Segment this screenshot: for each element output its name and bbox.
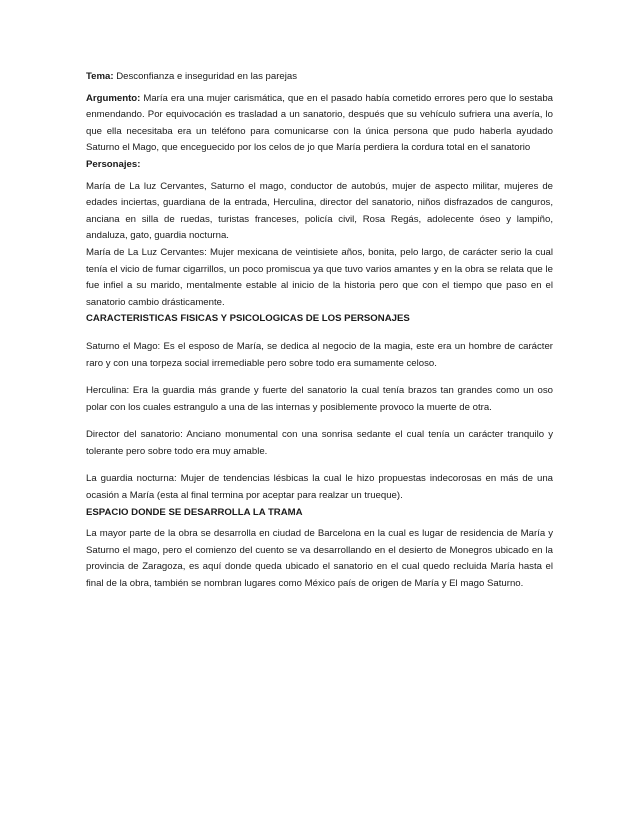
personajes-heading: Personajes:: [86, 158, 141, 170]
espacio-text: La mayor parte de la obra se desarrolla en ciudad de Barcelona en la cual es lugar de residencia de María y Saturno el mago, pero el comienzo del cuento se va desarrollando en el desierto de Monegros ubicado en la provincia de Zaragoza, es aquí donde queda ubicado el sanatorio en el cual quedo recluida María hasta el final de la obra, también se nombran lugares como México país de origen de María y El mago Saturno.: [86, 528, 553, 590]
tema-text: Desconfianza e inseguridad en las parejas: [113, 71, 298, 82]
herculina-description: Herculina: Era la guardia más grande y fuerte del sanatorio la cual tenía brazos tan grandes como un oso polar con los cuales estrangulo a una de las internas y posiblemente provoco la muerte de otra.: [86, 385, 553, 413]
espacio-heading: ESPACIO DONDE SE DESARROLLA LA TRAMA: [86, 506, 303, 518]
argumento-paragraph: [86, 91, 553, 157]
guardia-description: La guardia nocturna: Mujer de tendencias lésbicas la cual le hizo propuestas indecorosas en más de una ocasión a María (esta al final termina por aceptar para realzar un trueque).: [86, 473, 553, 502]
director-description: Director del sanatorio: Anciano monumental con una sonrisa sedante el cual tenía un carácter tranquilo y tolerante pero sobre todo era muy amable.: [86, 429, 553, 457]
argumento-text: María era una mujer carismática, que en el pasado había cometido errores pero que lo sestaba enmendando. Por equivocación es trasladad a un sanatorio, después que su vehículo sufriera una avería, lo que ella necesitaba era un teléfono para comunicarse con la única persona que pudo haberla ayudado Saturno el Mago, que enceguecido por los celos de jo que María perdiera la cordura total en el sanatorio: [86, 92, 553, 154]
document-page: [86, 69, 553, 593]
argumento-label: Argumento:: [86, 92, 141, 104]
maria-description: María de La Luz Cervantes: Mujer mexicana de veintisiete años, bonita, pelo largo, de carácter serio la cual tenía el vicio de fumar cigarrillos, un poco promiscua ya que tuvo varios amantes y en la obra se relata que le fue infiel a su marido, mentalmente estable al inicio de la historia pero que con el tiempo que paso en el sanatorio cambio drásticamente.: [86, 246, 553, 308]
tema-paragraph: [86, 69, 553, 86]
saturno-description: Saturno el Mago: Es el esposo de María, se dedica al negocio de la magia, este era un hombre de carácter raro y con una torpeza social irremediable pero sobre todo era sumamente celoso.: [86, 340, 553, 369]
caracteristicas-heading: CARACTERISTICAS FISICAS Y PSICOLOGICAS DE LOS PERSONAJES: [86, 313, 410, 325]
personajes-list: María de La luz Cervantes, Saturno el mago, conductor de autobús, mujer de aspecto militar, mujeres de edades inciertas, guardiana de la entrada, Herculina, director del sanatorio, niños disfrazados de canguros, anciana en silla de ruedas, turistas franceses, policía civil, Rosa Regás, adolecente óseo y lampiño, andaluza, gato, guardia nocturna.: [86, 180, 553, 242]
tema-label: Tema:: [86, 71, 114, 82]
